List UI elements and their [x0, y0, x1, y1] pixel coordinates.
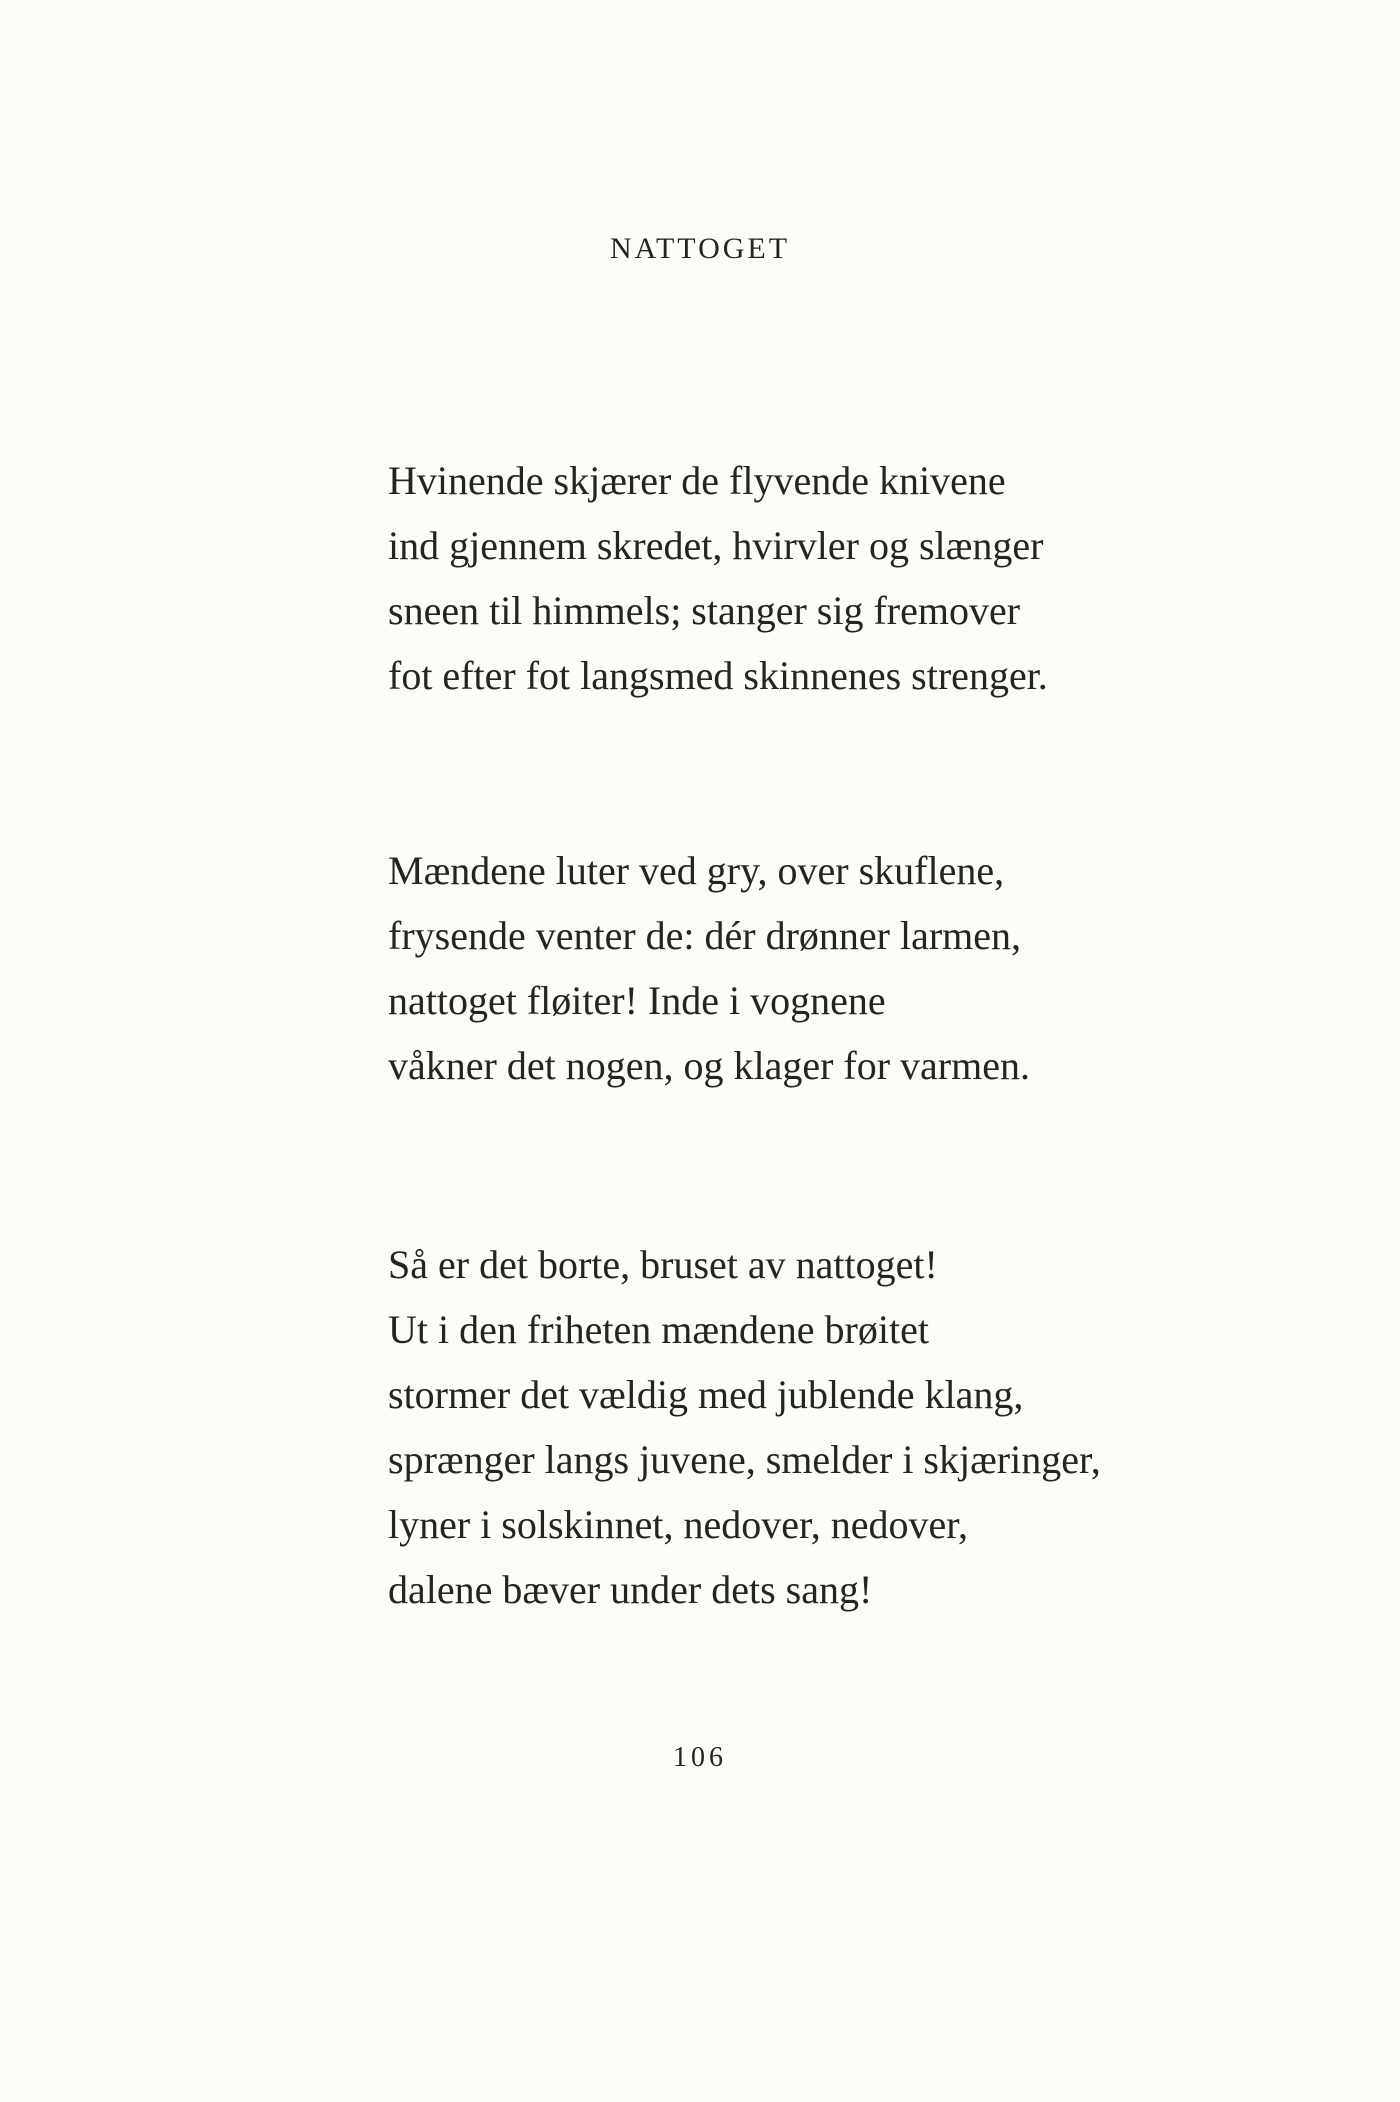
poem-title: NATTOGET	[609, 232, 791, 265]
poem-line: fot efter fot langsmed skinnenes strenger.	[388, 653, 1048, 698]
poem-line: sneen til himmels; stanger sig fremover	[388, 588, 1021, 633]
poem-line: våkner det nogen, og klager for varmen.	[388, 1043, 1030, 1088]
poem-line: Mændene luter ved gry, over skuflene,	[388, 848, 1005, 893]
page-number: 106	[673, 1742, 727, 1773]
poem-line: Ut i den friheten mændene brøitet	[388, 1307, 929, 1352]
poem-line: Så er det borte, bruset av nattoget!	[388, 1242, 938, 1287]
poem-line: frysende venter de: dér drønner larmen,	[388, 913, 1022, 958]
poem-line: sprænger langs juvene, smelder i skjæringer,	[388, 1437, 1101, 1482]
stanza-1	[388, 448, 1288, 708]
poem-line: ind gjennem skredet, hvirvler og slænger	[388, 523, 1044, 568]
poem-line: lyner i solskinnet, nedover, nedover,	[388, 1502, 968, 1547]
stanza-2	[388, 838, 1288, 1098]
poem-body	[388, 448, 1288, 1752]
poem-line: Hvinende skjærer de flyvende knivene	[388, 458, 1006, 503]
poem-line: dalene bæver under dets sang!	[388, 1567, 873, 1612]
poem-line: stormer det vældig med jublende klang,	[388, 1372, 1024, 1417]
stanza-3	[388, 1232, 1288, 1622]
poem-line: nattoget fløiter! Inde i vognene	[388, 978, 886, 1023]
